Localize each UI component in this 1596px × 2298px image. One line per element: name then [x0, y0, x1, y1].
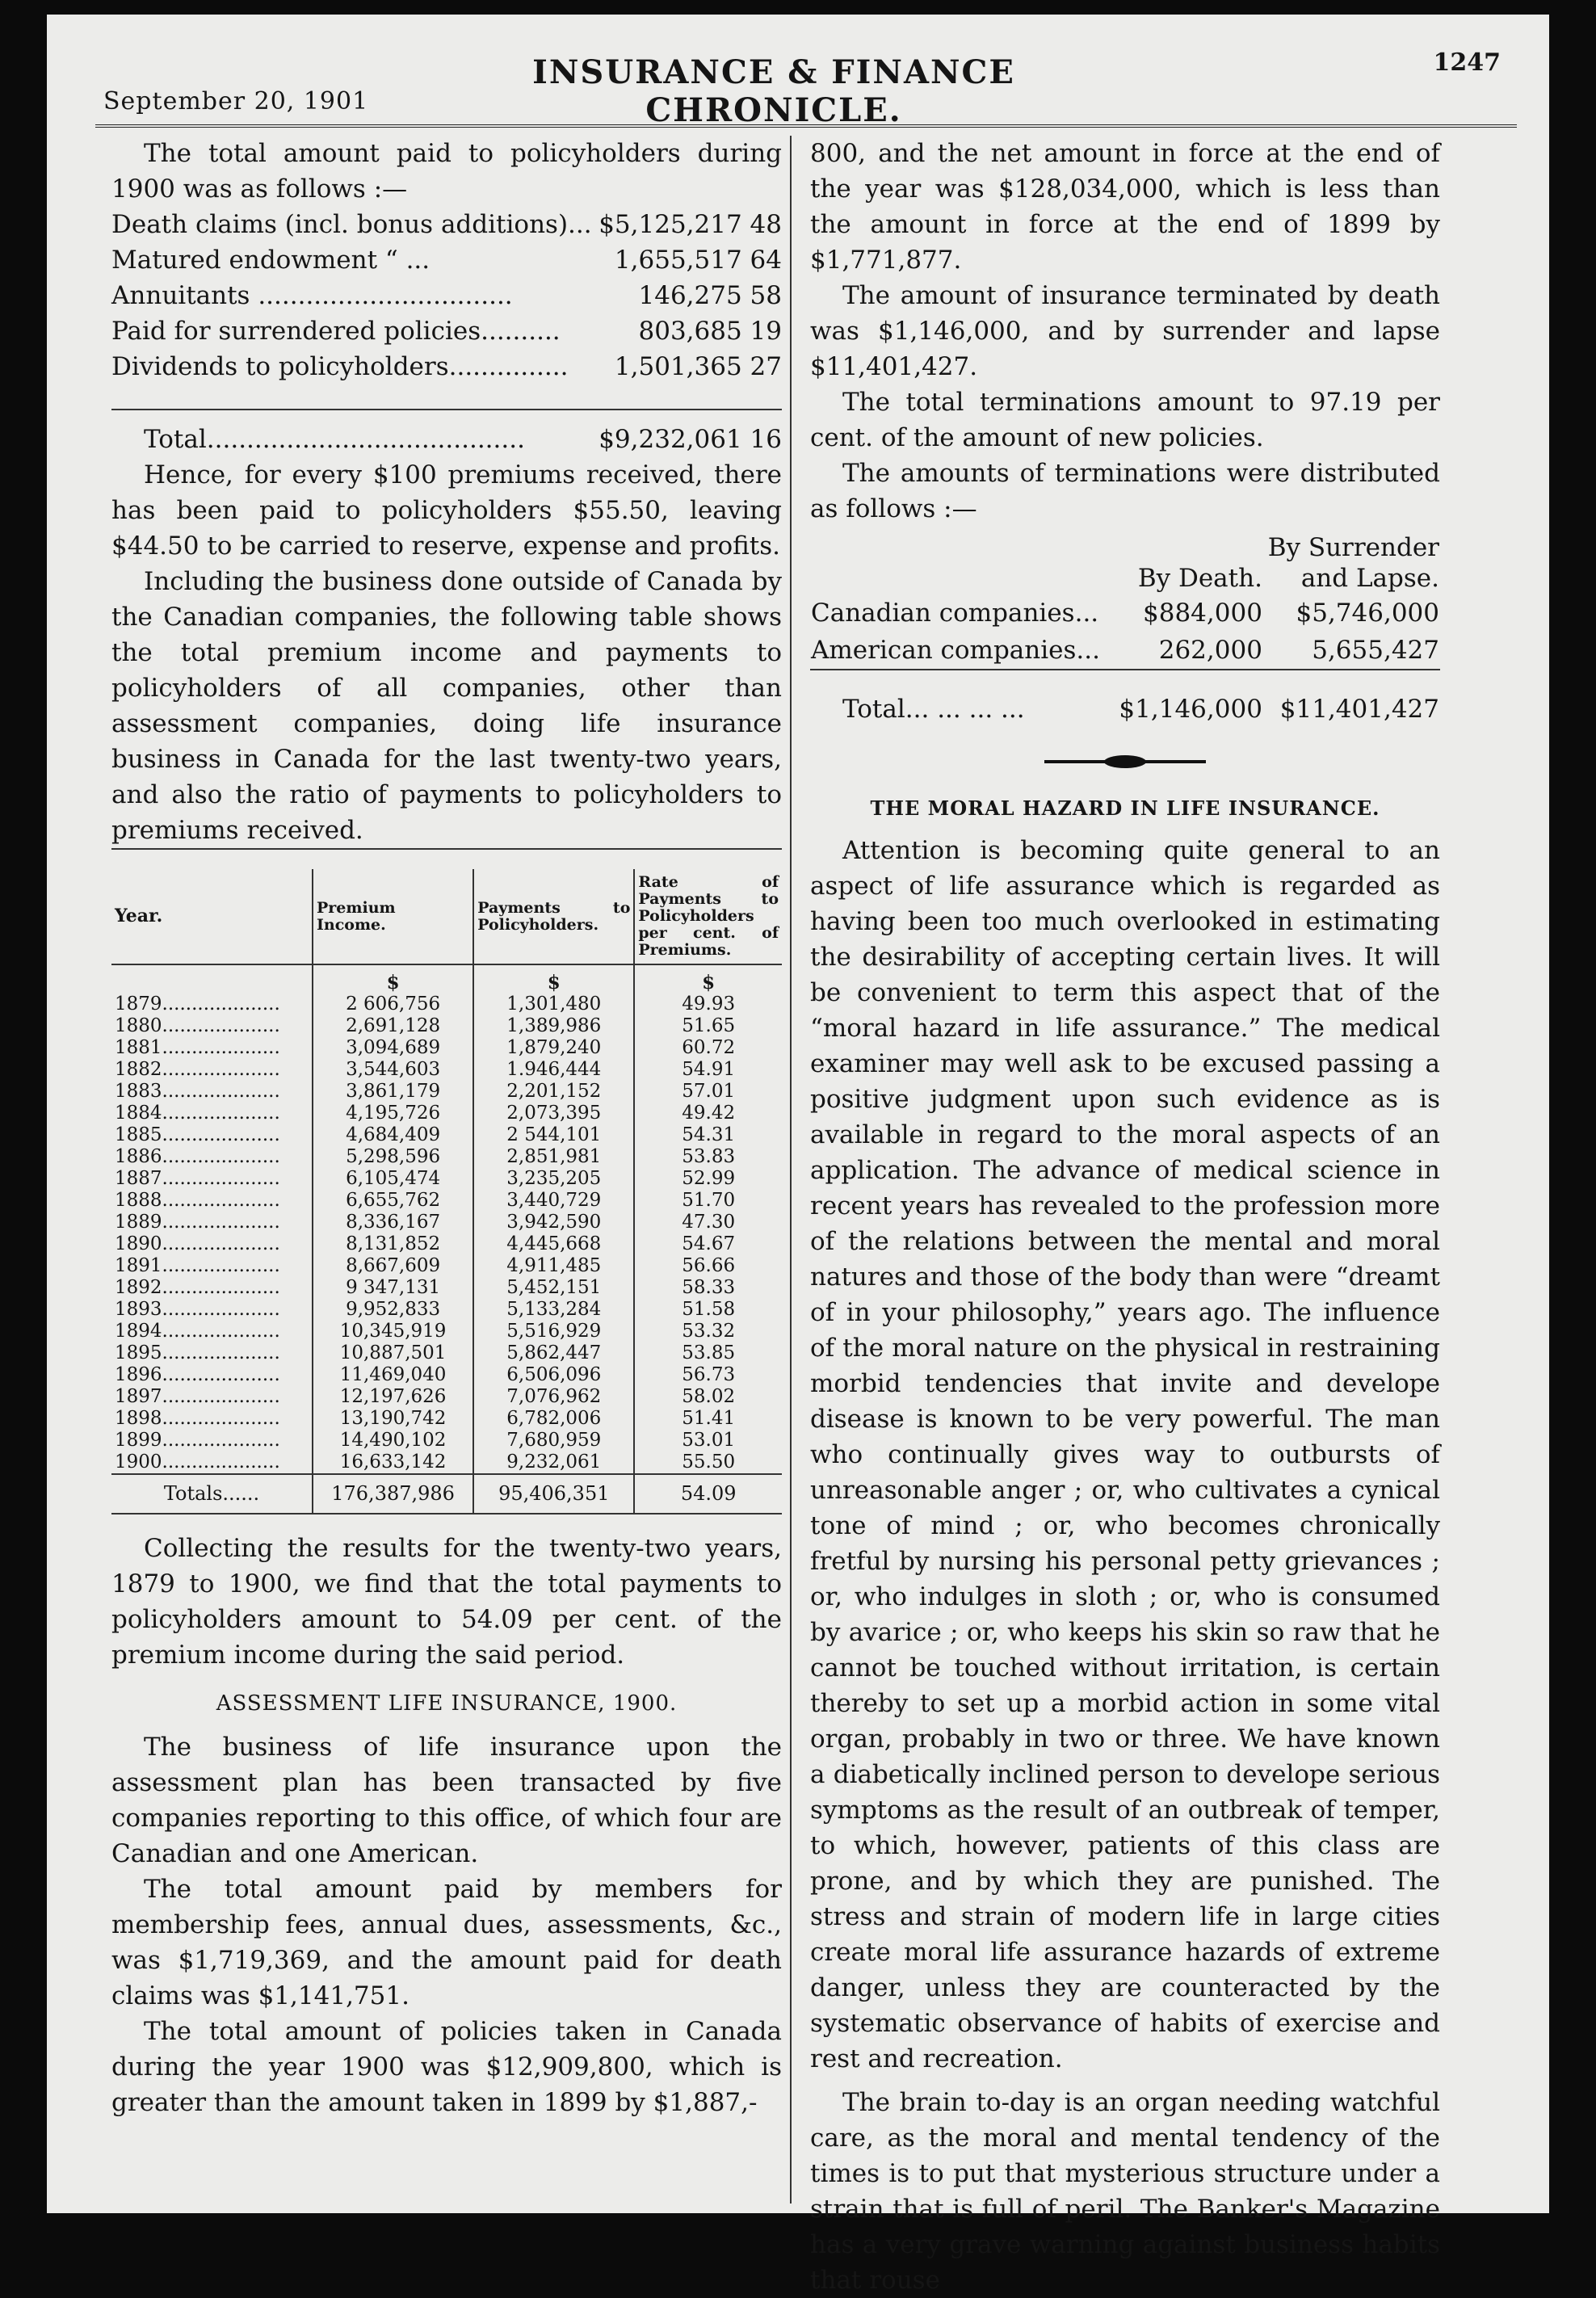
table-row [111, 1124, 782, 1146]
rate-cell: 51.41 [634, 1408, 782, 1430]
totals-label: Totals...... [111, 1474, 313, 1513]
totals-rate: 54.09 [634, 1474, 782, 1513]
rate-cell: 58.02 [634, 1386, 782, 1408]
unit-cell: $ [473, 964, 634, 994]
paragraph-business: The business of life insurance upon the assessment plan has been transacted by five companies reporting to this office, of which four are Canadian and one American. [111, 1733, 782, 1868]
terminations-row [810, 632, 1440, 670]
terminations-header-row [810, 531, 1440, 594]
paragraph-brain: The brain to-day is an organ needing watchful care, as the moral and mental tendency of the times is to put that mysterious structure under a strain that is full of peril. The Banker's Magazine has a very grave warning against business habits that rouse [810, 2088, 1440, 2295]
rate-cell: 54.67 [634, 1233, 782, 1255]
rate-cell: 47.30 [634, 1212, 782, 1233]
premium-cell: 8,131,852 [313, 1233, 473, 1255]
rate-cell: 52.99 [634, 1168, 782, 1190]
page-header [47, 15, 1549, 128]
table-row [111, 1081, 782, 1103]
paragraph-collecting: Collecting the results for the twenty-two years, 1879 to 1900, we find that the total payments to policyholders amount to 54.09 per cent. of the premium income during the said period. [111, 1534, 782, 1670]
premium-cell: 12,197,626 [313, 1386, 473, 1408]
payments-cell: 4,911,485 [473, 1255, 634, 1277]
premium-cell: 10,887,501 [313, 1342, 473, 1364]
payments-cell: 1,879,240 [473, 1037, 634, 1059]
header-by-death: By Death. [1137, 564, 1262, 593]
header-year: Year. [111, 869, 313, 964]
terminations-total-label: Total... ... ... ... [810, 670, 1101, 728]
year-cell: 1887.................... [115, 1168, 280, 1189]
payments-cell: 9,232,061 [473, 1451, 634, 1474]
table-header-row [111, 869, 782, 964]
section-heading-assessment: ASSESSMENT LIFE INSURANCE, 1900. [216, 1691, 678, 1716]
year-cell: 1886.................... [115, 1146, 280, 1167]
section-heading-moral-hazard: THE MORAL HAZARD IN LIFE INSURANCE. [870, 796, 1380, 820]
table-row [111, 1364, 782, 1386]
premium-cell: 14,490,102 [313, 1430, 473, 1451]
year-cell: 1893.................... [115, 1299, 280, 1320]
unit-cell: $ [634, 964, 782, 994]
payments-cell: 2,201,152 [473, 1081, 634, 1103]
totals-premium: 176,387,986 [313, 1474, 473, 1513]
paragraph-distributed: The amounts of terminations were distributed as follows :— [810, 459, 1440, 523]
payment-amount: 1,655,517 64 [614, 246, 782, 275]
paragraph-attention: Attention is becoming quite general to an aspect of life assurance which is regarded as having been too much overlooked in estimating the desirability of accepting certain lives. It will be convenient to term this aspect that of the “moral hazard in life assurance.” The medical examiner may well ask to be excused passing a positive judgment upon such evidence as is available in regard to the moral aspects of an application. The advance of medical science in recent years has revealed to the profession more of the relations between the mental and moral natures and those of the body than were “dreamt of in your philosophy,” years ago. The influence of the moral nature on the physical in restraining morbid tendencies that invite and develope disease is known to be very powerful. The man who continually gives way to outbursts of unreasonable anger ; or, who cultivates a cynical tone of mind ; or, who becomes chronically fretful by nursing his personal petty grievances ; or, who indulges in sloth ; or, who is consumed by avarice ; or, who keeps his skin so raw that he cannot be touched without irritation, is certain thereby to set up a morbid action in some vital organ, probably in two or three. We have known a diabetically inclined person to develope serious symptoms as the result of an outbreak of temper, to which, however, patients of this class are prone, and by which they are punished. The stress and strain of modern life in large cities create moral life assurance hazards of extreme danger, unless they are counteracted by the systematic observance of habits of exercise and rest and recreation. [810, 836, 1440, 2073]
header-rule [95, 124, 1517, 128]
rate-cell: 53.32 [634, 1321, 782, 1342]
rate-cell: 54.31 [634, 1124, 782, 1146]
header-by-surrender: By Surrender and Lapse. [1267, 533, 1439, 593]
table-row [111, 1321, 782, 1342]
premium-cell: 6,105,474 [313, 1168, 473, 1190]
unit-cell [111, 964, 313, 994]
paragraph-total-paid: The total amount paid by members for membership fees, annual dues, assessments, &c., was $1,719,369, and the amount paid for death claims was $1,141,751. [111, 1875, 782, 2010]
terminations-total-row [810, 670, 1440, 728]
payments-total-row [111, 409, 782, 457]
premium-cell: 13,190,742 [313, 1408, 473, 1430]
premium-cell: 2,691,128 [313, 1015, 473, 1037]
payments-total-label: Total........................................ [144, 425, 525, 454]
year-cell: 1889.................... [115, 1212, 280, 1233]
surrender-amount: 5,655,427 [1312, 636, 1439, 665]
table-row [111, 994, 782, 1015]
payments-cell: 2 544,101 [473, 1124, 634, 1146]
publication-title: INSURANCE & FINANCE CHRONICLE. [532, 53, 1015, 129]
death-amount: 262,000 [1158, 636, 1262, 665]
issue-date: September 20, 1901 [103, 87, 369, 116]
rate-cell: 56.73 [634, 1364, 782, 1386]
payment-amount: $5,125,217 48 [598, 210, 782, 239]
rate-cell: 49.93 [634, 994, 782, 1015]
rate-cell: 53.85 [634, 1342, 782, 1364]
table-row [111, 1037, 782, 1059]
payments-total-amount: $9,232,061 16 [598, 425, 782, 454]
premium-cell: 9 347,131 [313, 1277, 473, 1299]
rate-cell: 53.01 [634, 1430, 782, 1451]
paragraph-policies: The total amount of policies taken in Canada during the year 1900 was $12,909,800, which is greater than the amount taken in 1899 by $1,887,- [111, 2017, 782, 2117]
rate-cell: 51.65 [634, 1015, 782, 1037]
payments-cell: 5,452,151 [473, 1277, 634, 1299]
year-cell: 1892.................... [115, 1277, 280, 1298]
year-cell: 1896.................... [115, 1364, 280, 1385]
payments-cell: 2,073,395 [473, 1103, 634, 1124]
header-premium-income: Premium Income. [313, 869, 473, 964]
rate-cell: 55.50 [634, 1451, 782, 1474]
payment-row [111, 349, 782, 384]
premium-cell: 4,684,409 [313, 1124, 473, 1146]
premium-cell: 5,298,596 [313, 1146, 473, 1168]
premium-cell: 9,952,833 [313, 1299, 473, 1321]
table-row [111, 1408, 782, 1430]
table-row [111, 1233, 782, 1255]
table-row [111, 1015, 782, 1037]
premium-cell: 16,633,142 [313, 1451, 473, 1474]
payments-cell: 5,516,929 [473, 1321, 634, 1342]
rate-cell: 54.91 [634, 1059, 782, 1081]
year-cell: 1899.................... [115, 1430, 280, 1451]
death-amount: $884,000 [1143, 599, 1262, 628]
totals-payments: 95,406,351 [473, 1474, 634, 1513]
payment-row [111, 207, 782, 242]
premium-cell: 8,336,167 [313, 1212, 473, 1233]
section-divider-ornament [810, 744, 1440, 779]
table-row [111, 1277, 782, 1299]
right-column [810, 136, 1440, 2298]
payments-cell: 7,076,962 [473, 1386, 634, 1408]
year-cell: 1880.................... [115, 1015, 280, 1036]
year-cell: 1900.................... [115, 1451, 280, 1472]
payment-amount: 803,685 19 [638, 317, 782, 346]
premium-cell: 6,655,762 [313, 1190, 473, 1212]
year-cell: 1888.................... [115, 1190, 280, 1211]
premium-cell: 4,195,726 [313, 1103, 473, 1124]
payments-cell: 3,440,729 [473, 1190, 634, 1212]
payment-label: Dividends to policyholders............... [111, 352, 569, 381]
payment-row [111, 278, 782, 313]
year-cell: 1897.................... [115, 1386, 280, 1407]
table-row [111, 1451, 782, 1474]
payments-cell: 1,301,480 [473, 994, 634, 1015]
premium-cell: 2 606,756 [313, 994, 473, 1015]
year-cell: 1881.................... [115, 1037, 280, 1058]
page-number: 1247 [1433, 48, 1501, 77]
table-row [111, 1059, 782, 1081]
year-cell: 1894.................... [115, 1321, 280, 1342]
payment-amount: 146,275 58 [638, 281, 782, 310]
rate-cell: 57.01 [634, 1081, 782, 1103]
year-cell: 1885.................... [115, 1124, 280, 1145]
table-row [111, 1212, 782, 1233]
terminations-row [810, 594, 1440, 632]
premium-cell: 3,861,179 [313, 1081, 473, 1103]
company-label: American companies... [811, 636, 1100, 665]
year-cell: 1890.................... [115, 1233, 280, 1254]
table-row [111, 1299, 782, 1321]
total-death: $1,146,000 [1101, 670, 1263, 728]
payments-list [111, 207, 782, 457]
table-row [111, 1386, 782, 1408]
premium-payments-table [111, 869, 782, 1513]
rate-cell: 56.66 [634, 1255, 782, 1277]
payments-cell: 1.946,444 [473, 1059, 634, 1081]
ornament-rule-icon [1044, 754, 1206, 770]
payment-amount: 1,501,365 27 [614, 352, 782, 381]
payment-label: Death claims (incl. bonus additions)... [111, 210, 592, 239]
left-column [111, 136, 782, 2120]
payments-cell: 3,942,590 [473, 1212, 634, 1233]
table-row [111, 1168, 782, 1190]
payment-label: Annuitants ................................ [111, 281, 513, 310]
premium-table-frame [111, 848, 782, 1514]
premium-cell: 3,094,689 [313, 1037, 473, 1059]
payments-cell: 2,851,981 [473, 1146, 634, 1168]
rate-cell: 58.33 [634, 1277, 782, 1299]
header-payments: Payments to Policyholders. [473, 869, 634, 964]
year-cell: 1884.................... [115, 1103, 280, 1124]
year-cell: 1882.................... [115, 1059, 280, 1080]
paragraph-hence: Hence, for every $100 premiums received, there has been paid to policyholders $55.50, leaving $44.50 to be carried to reserve, expense and profits. [111, 460, 782, 561]
table-row [111, 1190, 782, 1212]
table-row [111, 1146, 782, 1168]
surrender-amount: $5,746,000 [1296, 599, 1439, 628]
payments-cell: 5,133,284 [473, 1299, 634, 1321]
paragraph-terminated: The amount of insurance terminated by death was $1,146,000, and by surrender and lapse $11,401,427. [810, 281, 1440, 381]
company-label: Canadian companies... [811, 599, 1099, 628]
table-row [111, 1342, 782, 1364]
payments-intro: The total amount paid to policyholders during 1900 was as follows :— [111, 139, 782, 204]
rate-cell: 49.42 [634, 1103, 782, 1124]
header-rate: Rate of Payments to Policyholders per cent. of Premiums. [634, 869, 782, 964]
rate-cell: 53.83 [634, 1146, 782, 1168]
terminations-table [810, 531, 1440, 728]
table-row [111, 1255, 782, 1277]
table-row [111, 1430, 782, 1451]
newspaper-page [47, 15, 1549, 2295]
payments-cell: 1,389,986 [473, 1015, 634, 1037]
payment-row [111, 242, 782, 278]
premium-cell: 8,667,609 [313, 1255, 473, 1277]
premium-cell: 11,469,040 [313, 1364, 473, 1386]
paragraph-including: Including the business done outside of Canada by the Canadian companies, the following table shows the total premium income and payments to policyholders of all companies, other than assessment companies, doing life insurance business in Canada for the last twenty-two years, and also the ratio of payments to policyholders to premiums received. [111, 567, 782, 845]
table-row [111, 1103, 782, 1124]
payments-cell: 3,235,205 [473, 1168, 634, 1190]
year-cell: 1883.................... [115, 1081, 280, 1102]
year-cell: 1898.................... [115, 1408, 280, 1429]
premium-cell: 3,544,603 [313, 1059, 473, 1081]
total-surrender: $11,401,427 [1263, 670, 1440, 728]
paragraph-terminations: The total terminations amount to 97.19 per cent. of the amount of new policies. [810, 388, 1440, 452]
unit-cell: $ [313, 964, 473, 994]
payments-cell: 6,506,096 [473, 1364, 634, 1386]
payment-row [111, 313, 782, 349]
payments-cell: 5,862,447 [473, 1342, 634, 1364]
units-row [111, 964, 782, 994]
payments-cell: 4,445,668 [473, 1233, 634, 1255]
paragraph-continued: 800, and the net amount in force at the end of the year was $128,034,000, which is less than the amount in force at the end of 1899 by $1,771,877. [810, 139, 1440, 275]
column-divider [790, 136, 792, 2203]
premium-cell: 10,345,919 [313, 1321, 473, 1342]
payment-label: Paid for surrendered policies.......... [111, 317, 561, 346]
rate-cell: 51.70 [634, 1190, 782, 1212]
year-cell: 1891.................... [115, 1255, 280, 1276]
rate-cell: 60.72 [634, 1037, 782, 1059]
totals-row [111, 1474, 782, 1513]
rate-cell: 51.58 [634, 1299, 782, 1321]
year-cell: 1895.................... [115, 1342, 280, 1363]
year-cell: 1879.................... [115, 994, 280, 1015]
payments-cell: 6,782,006 [473, 1408, 634, 1430]
payments-cell: 7,680,959 [473, 1430, 634, 1451]
payment-label: Matured endowment “ ... [111, 246, 430, 275]
